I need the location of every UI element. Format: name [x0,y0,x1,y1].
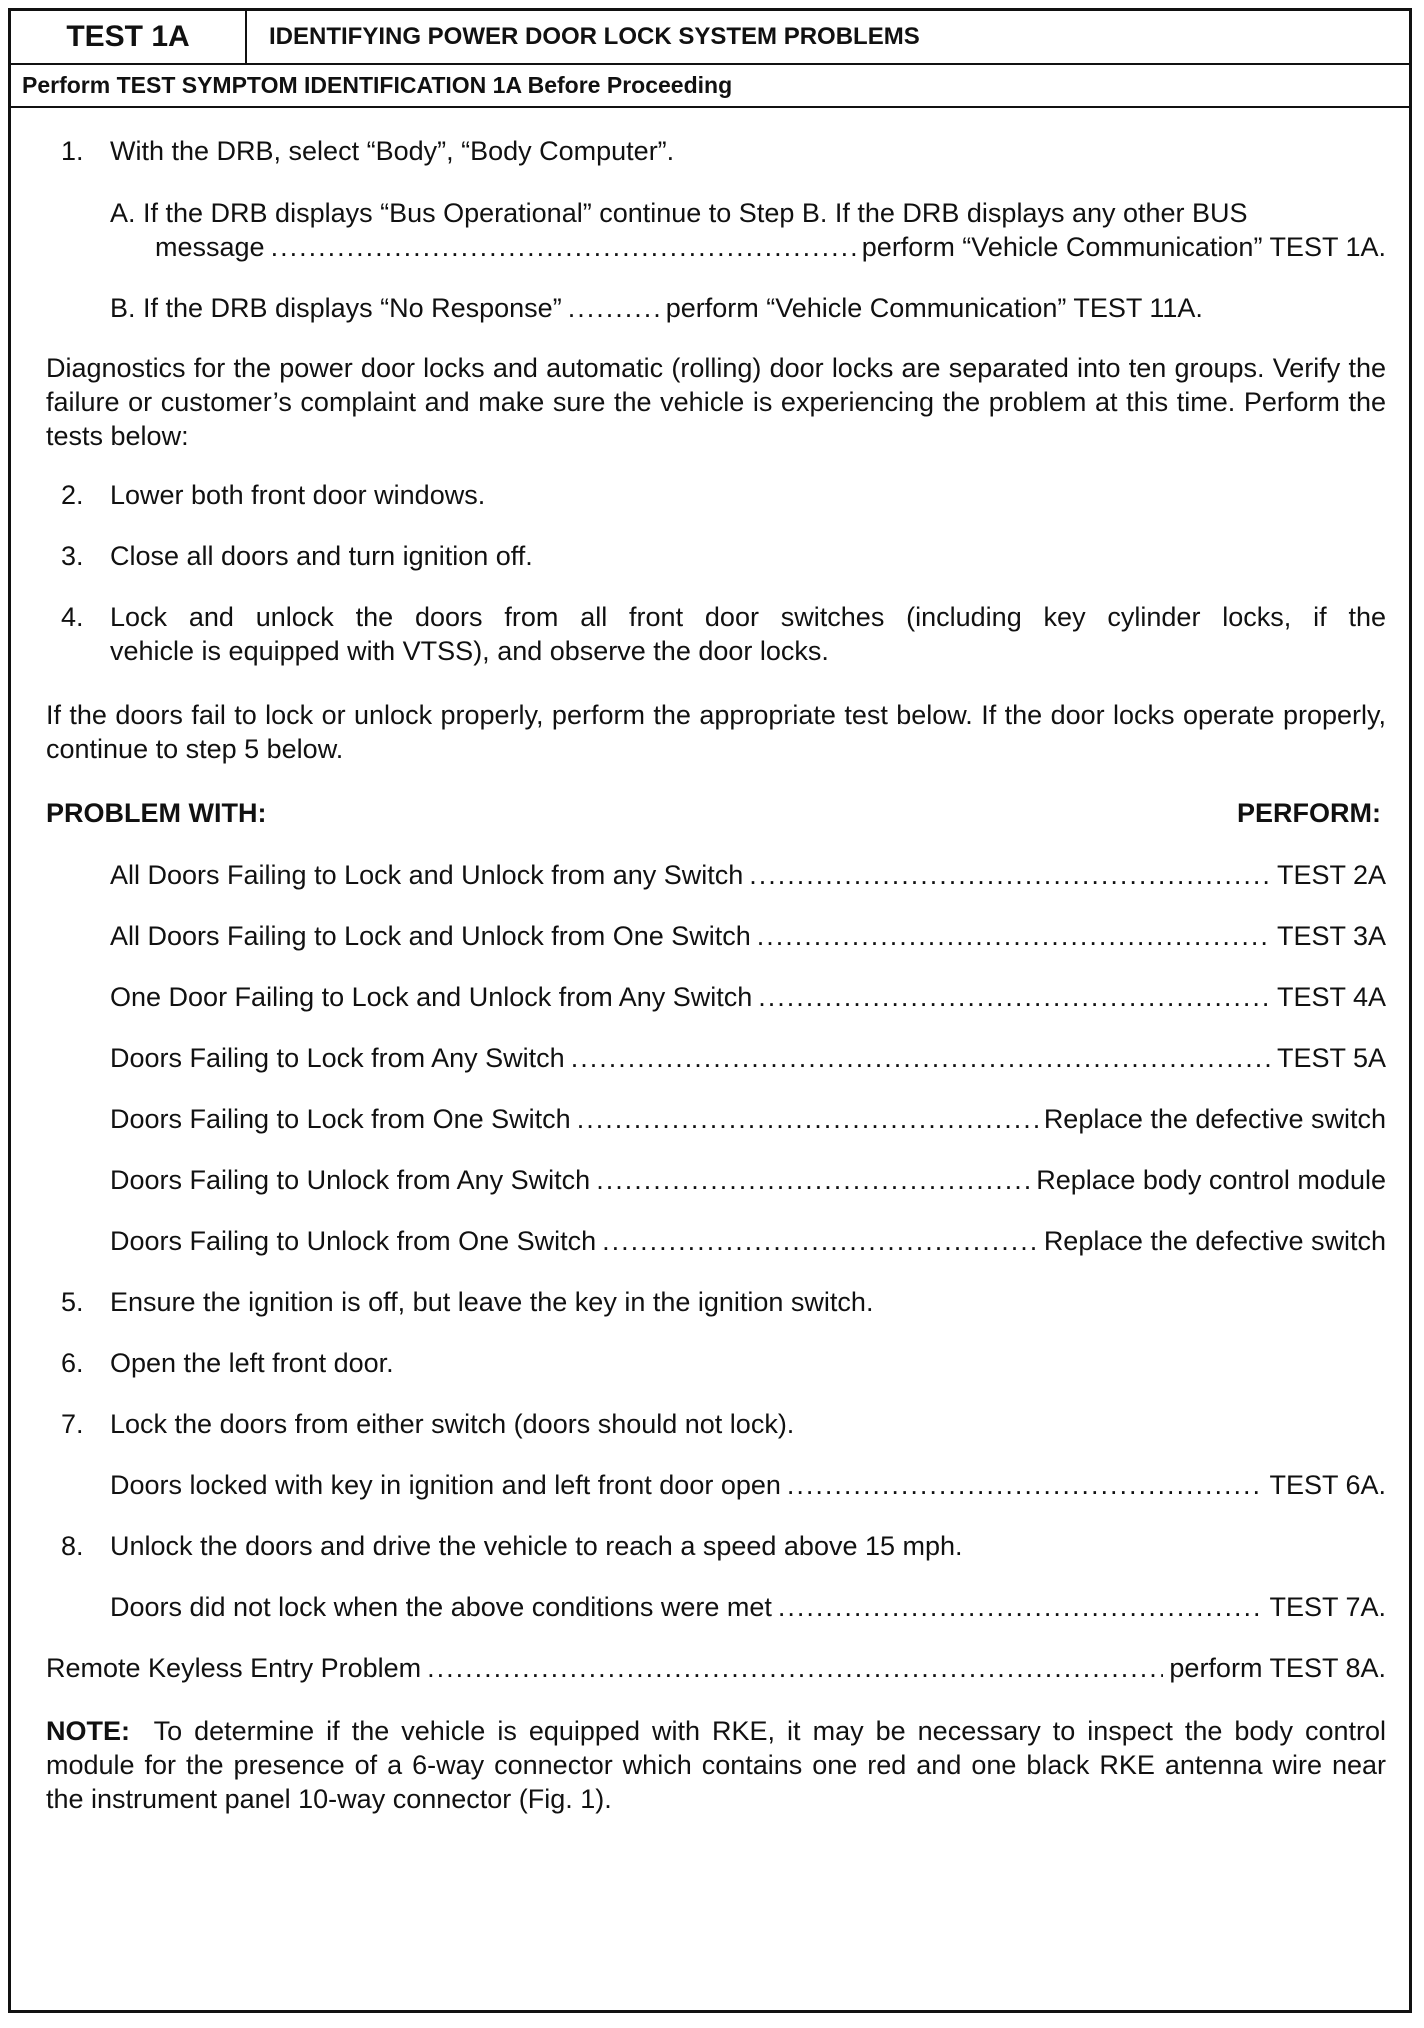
problem-action: Replace the defective switch [1043,1104,1386,1134]
problem-action: TEST 4A [1276,982,1386,1012]
step-3-number: 3. [61,541,84,571]
step-8-result-action: TEST 7A. [1269,1592,1386,1622]
note-label: NOTE: [46,1716,130,1746]
leader-dots [577,1104,1038,1135]
step-8-result-text: Doors did not lock when the above conditions were met [110,1592,772,1622]
step-8-text: Unlock the doors and drive the vehicle to reach a speed above 15 mph. [110,1531,963,1561]
note-text: To determine if the vehicle is equipped with RKE, it may be necessary to inspect the body control module for the presence of a 6-way connector which contains one red and one black RKE antenna wire near the instrument panel 10-way connector (Fig. 1). [46,1716,1387,1814]
note-paragraph [46,1714,1386,1816]
problem-row [110,1043,1386,1074]
step-7-number: 7. [61,1409,84,1439]
step-1-text: With the DRB, select “Body”, “Body Computer”. [110,136,675,166]
step-4-line2: vehicle is equipped with VTSS), and observe the door locks. [110,636,829,666]
step-8-number: 8. [61,1531,84,1561]
problem-with-header: PROBLEM WITH: [46,798,267,828]
step-2-text: Lower both front door windows. [110,480,486,510]
rke-row [46,1653,1386,1684]
leader-dots [427,1653,1163,1684]
problem-action: TEST 5A [1276,1043,1386,1073]
leader-dots [758,982,1271,1013]
problem-text: Doors Failing to Unlock from One Switch [110,1226,597,1256]
leader-dots [568,293,660,324]
step-1a-action: perform “Vehicle Communication” TEST 1A. [861,232,1386,262]
problem-row [110,1226,1386,1257]
leader-dots [571,1043,1271,1074]
test-title: IDENTIFYING POWER DOOR LOCK SYSTEM PROBLEMS [269,23,920,50]
step-6-number: 6. [61,1348,84,1378]
leader-dots [757,921,1271,952]
problem-text: Doors Failing to Lock from Any Switch [110,1043,565,1073]
step-7-result-action: TEST 6A. [1269,1470,1386,1500]
step-1b-action: perform “Vehicle Communication” TEST 11A. [665,293,1203,323]
header-row [11,11,1409,65]
test-procedure-frame [8,8,1412,2013]
problem-row [110,1104,1386,1135]
problem-text: One Door Failing to Lock and Unlock from Any Switch [110,982,753,1012]
step-5-number: 5. [61,1287,84,1317]
subheader: Perform TEST SYMPTOM IDENTIFICATION 1A Before Proceeding [11,65,1409,108]
problem-row [110,860,1386,891]
step-8-result [110,1592,1386,1623]
test-id: TEST 1A [11,11,247,63]
problem-text: Doors Failing to Lock from One Switch [110,1104,571,1134]
step-1a-message: message [155,232,265,262]
step-7-text: Lock the doors from either switch (doors should not lock). [110,1409,795,1439]
step-4-number: 4. [61,602,84,632]
problem-action: Replace the defective switch [1043,1226,1386,1256]
leader-dots [787,1470,1264,1501]
perform-header: PERFORM: [1237,798,1381,828]
step-3-text: Close all doors and turn ignition off. [110,541,533,571]
problem-row [110,921,1386,952]
leader-dots [271,232,856,263]
diagnostics-paragraph: Diagnostics for the power door locks and automatic (rolling) door locks are separated into ten groups. Verify the failure or customer’s complaint and make sure the vehicle is experiencing the problem at this time. Perform the tests below: [46,353,1386,451]
leader-dots [596,1165,1030,1196]
step-4-line1-text: Lock and unlock the doors from all front door switches (including key cylinder locks, if the [110,602,1386,632]
problem-text: All Doors Failing to Lock and Unlock from any Switch [110,860,744,890]
problem-row [110,1165,1386,1196]
step-5-text: Ensure the ignition is off, but leave the key in the ignition switch. [110,1287,874,1317]
step-2-number: 2. [61,480,84,510]
leader-dots [602,1226,1038,1257]
problem-row [110,982,1386,1013]
step-1a-line2 [155,232,1386,263]
problem-text: Doors Failing to Unlock from Any Switch [110,1165,591,1195]
problem-text: All Doors Failing to Lock and Unlock from One Switch [110,921,751,951]
step-6-text: Open the left front door. [110,1348,394,1378]
step-1b-condition: B. If the DRB displays “No Response” [110,293,562,323]
problem-action: TEST 2A [1276,860,1386,890]
problem-action: TEST 3A [1276,921,1386,951]
problem-action: Replace body control module [1036,1165,1386,1195]
step-1a-line1: A. If the DRB displays “Bus Operational” continue to Step B. If the DRB displays any other BUS [110,198,1248,228]
fail-paragraph: If the doors fail to lock or unlock properly, perform the appropriate test below. If the door locks operate properly, continue to step 5 below. [46,700,1386,764]
step-1b [110,293,1386,324]
step-1-number: 1. [61,136,84,166]
step-4-line1 [110,602,1386,633]
step-7-result [110,1470,1386,1501]
rke-problem: Remote Keyless Entry Problem [46,1653,422,1683]
leader-dots [778,1592,1264,1623]
step-7-result-text: Doors locked with key in ignition and left front door open [110,1470,781,1500]
rke-action: perform TEST 8A. [1169,1653,1386,1683]
leader-dots [749,860,1271,891]
